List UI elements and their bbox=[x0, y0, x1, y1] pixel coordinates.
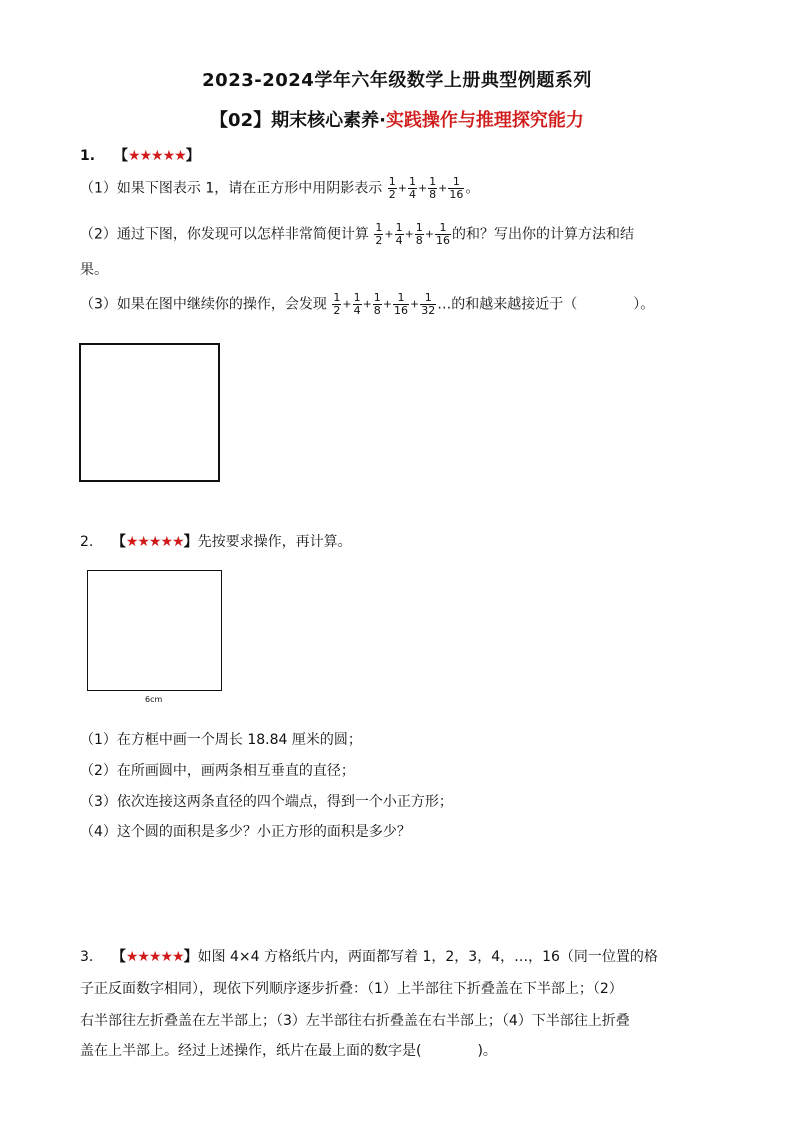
q1-part2-text: （2）通过下图，你发现可以怎样非常简便计算 bbox=[80, 226, 369, 243]
fraction-1-4 bbox=[408, 176, 417, 201]
fraction-numerator: 1 bbox=[395, 221, 403, 234]
q1-part3-end: …的和越来越接近于（ ）。 bbox=[437, 296, 655, 313]
fraction-denominator: 8 bbox=[415, 234, 423, 247]
q1-difficulty-stars: ★★★★★ bbox=[127, 148, 186, 164]
fraction-1-8 bbox=[428, 176, 437, 201]
q2-number: 2. bbox=[80, 534, 94, 550]
q2-bracket-open: 【 bbox=[111, 534, 126, 550]
q2-step-2: （2）在所画圆中，画两条相互垂直的直径； bbox=[80, 763, 355, 779]
q1-part2-end: 的和？写出你的计算方法和结 bbox=[452, 226, 635, 243]
q3-text-1: 如图 4×4 方格纸片内，两面都写着 1，2，3，4，…，16（同一位置的格 bbox=[197, 949, 658, 965]
q1-bracket-open: 【 bbox=[113, 148, 128, 164]
fraction-denominator: 16 bbox=[436, 234, 451, 247]
q1-square-figure bbox=[79, 343, 220, 482]
fraction-denominator: 8 bbox=[373, 304, 381, 317]
fraction-numerator: 1 bbox=[353, 291, 361, 304]
fraction-denominator: 2 bbox=[375, 234, 383, 247]
fraction-numerator: 1 bbox=[333, 291, 341, 304]
fraction-1-2 bbox=[374, 222, 383, 247]
q2-bracket-close: 】 bbox=[183, 534, 198, 550]
q2-step-4: （4）这个圆的面积是多少？小正方形的面积是多少？ bbox=[80, 824, 411, 840]
q2-header bbox=[80, 532, 352, 552]
fraction-denominator: 2 bbox=[388, 188, 396, 201]
fraction-numerator: 1 bbox=[388, 175, 396, 188]
q2-difficulty-stars: ★★★★★ bbox=[125, 534, 184, 550]
fraction-denominator: 8 bbox=[429, 188, 437, 201]
q1-header bbox=[80, 146, 200, 166]
q3-bracket-close: 】 bbox=[183, 949, 198, 965]
plus-sign: + bbox=[438, 181, 448, 195]
fraction-denominator: 2 bbox=[333, 304, 341, 317]
q1-part2 bbox=[80, 222, 634, 247]
fraction-1-2 bbox=[388, 176, 397, 201]
q3-difficulty-stars: ★★★★★ bbox=[125, 949, 184, 965]
fraction-numerator: 1 bbox=[397, 291, 405, 304]
q1-part3-text: （3）如果在图中继续你的操作，会发现 bbox=[80, 296, 327, 313]
fraction-1-16 bbox=[435, 222, 451, 247]
q3-line-2: 子正反面数字相同），现依下列顺序逐步折叠：（1）上半部往下折叠盖在下半部上；（2） bbox=[80, 981, 623, 997]
plus-sign: + bbox=[424, 227, 435, 241]
plus-sign: + bbox=[410, 297, 420, 311]
q1-part1-end: 。 bbox=[465, 180, 480, 197]
fraction-numerator: 1 bbox=[373, 291, 381, 304]
plus-sign: + bbox=[382, 297, 393, 311]
plus-sign: + bbox=[342, 297, 352, 311]
fraction-numerator: 1 bbox=[408, 175, 416, 188]
q3-line-3: 右半部往左折叠盖在左半部上；（3）左半部往右折叠盖在右半部上；（4）下半部往上折叠 bbox=[80, 1013, 630, 1029]
fraction-1-8 bbox=[373, 292, 382, 317]
fraction-denominator: 16 bbox=[394, 304, 409, 317]
fraction-1-16 bbox=[393, 292, 409, 317]
q1-part3 bbox=[80, 292, 654, 317]
plus-sign: + bbox=[397, 181, 407, 195]
fraction-1-8 bbox=[415, 222, 424, 247]
document-subtitle bbox=[0, 106, 794, 132]
q2-intro: 先按要求操作，再计算。 bbox=[197, 534, 352, 550]
q3-line-4: 盖在上半部上。经过上述操作，纸片在最上面的数字是( )。 bbox=[80, 1043, 497, 1059]
q1-number: 1. bbox=[80, 148, 96, 164]
q3-bracket-open: 【 bbox=[111, 949, 126, 965]
fraction-1-4 bbox=[395, 222, 404, 247]
fraction-numerator: 1 bbox=[424, 291, 432, 304]
q1-part1-text: （1）如果下图表示 1，请在正方形中用阴影表示 bbox=[80, 180, 383, 197]
subtitle-prefix: 【02】期末核心素养· bbox=[210, 110, 386, 131]
plus-sign: + bbox=[404, 227, 414, 241]
fraction-numerator: 1 bbox=[452, 175, 460, 188]
q1-bracket-close: 】 bbox=[185, 148, 200, 164]
fraction-denominator: 4 bbox=[353, 304, 361, 317]
fraction-denominator: 32 bbox=[421, 304, 436, 317]
fraction-1-4 bbox=[353, 292, 362, 317]
fraction-1-2 bbox=[332, 292, 341, 317]
q2-square-frame bbox=[87, 570, 222, 691]
q2-step-1: （1）在方框中画一个周长 18.84 厘米的圆； bbox=[80, 732, 362, 748]
fraction-denominator: 4 bbox=[395, 234, 403, 247]
fraction-denominator: 4 bbox=[408, 188, 416, 201]
fraction-numerator: 1 bbox=[415, 221, 423, 234]
plus-sign: + bbox=[362, 297, 372, 311]
q2-step-3: （3）依次连接这两条直径的四个端点，得到一个小正方形； bbox=[80, 794, 453, 810]
plus-sign: + bbox=[417, 181, 428, 195]
subtitle-highlight: 实践操作与推理探究能力 bbox=[385, 110, 584, 131]
fraction-numerator: 1 bbox=[429, 175, 437, 188]
fraction-denominator: 16 bbox=[449, 188, 464, 201]
fraction-numerator: 1 bbox=[375, 221, 383, 234]
document-title: 2023-2024学年六年级数学上册典型例题系列 bbox=[202, 70, 592, 91]
fraction-1-16 bbox=[448, 176, 464, 201]
q1-part2-continued: 果。 bbox=[80, 262, 108, 278]
fraction-1-32 bbox=[420, 292, 436, 317]
q2-box-label: 6cm bbox=[145, 695, 163, 704]
q1-part1 bbox=[80, 176, 479, 201]
q3-line-1 bbox=[80, 947, 658, 967]
fraction-numerator: 1 bbox=[439, 221, 447, 234]
q3-number: 3. bbox=[80, 949, 94, 965]
plus-sign: + bbox=[384, 227, 394, 241]
